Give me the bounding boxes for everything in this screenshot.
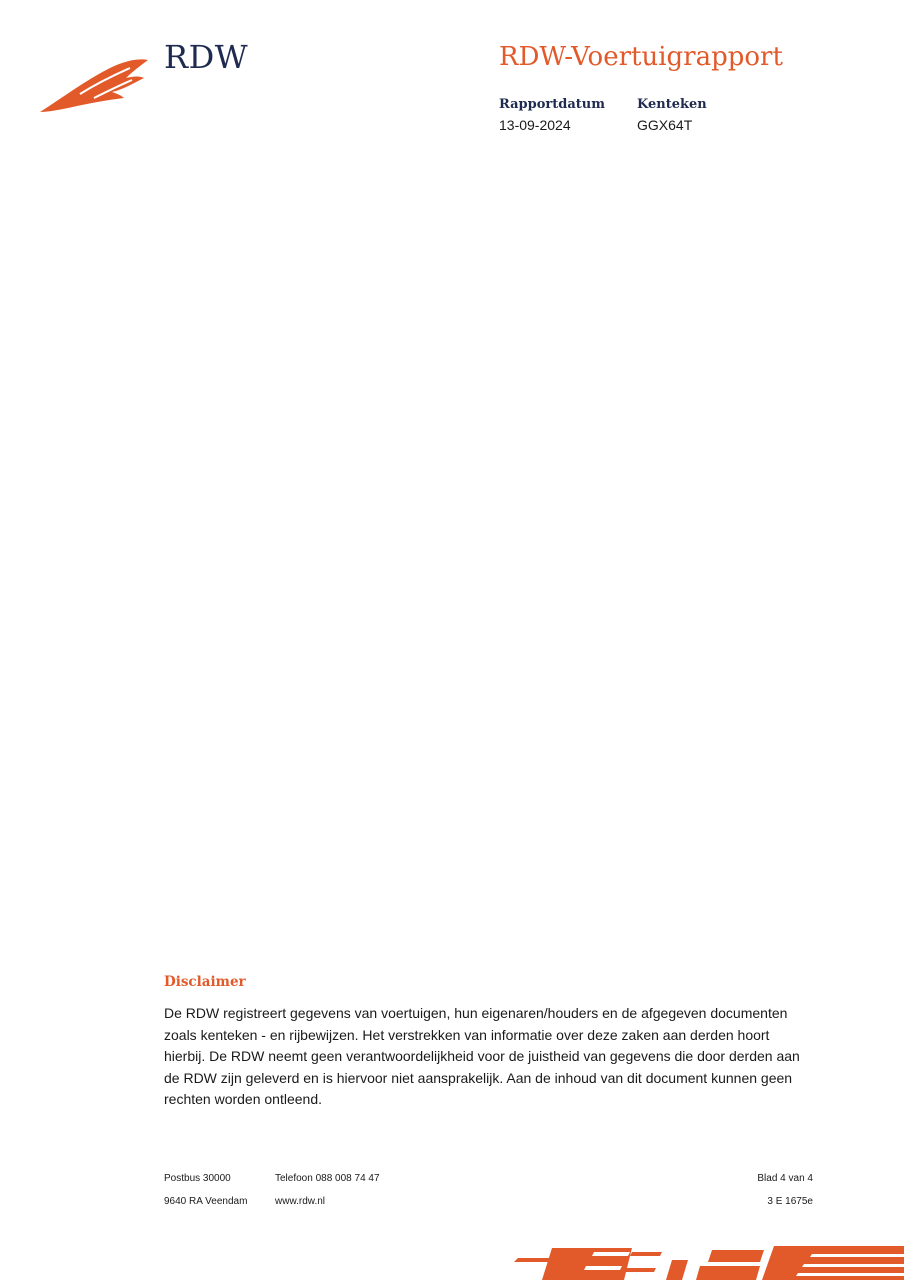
rdw-logo-mark [40, 54, 148, 116]
footer-city: 9640 RA Veendam [164, 1196, 248, 1207]
disclaimer-text: De RDW registreert gegevens van voertuigen, hun eigenaren/houders en de afgegeven documenten zoals kenteken - en rijbewijzen. Het verstrekken van informatie over deze zaken aan derden hoort hierbij. De RDW neemt geen verantwoordelijkheid voor de juistheid van gegevens die door derden aan de RDW zijn geleverd en is hiervoor niet aansprakelijk. Aan de inhoud van dit document kunnen geen rechten worden ontleend. [164, 1005, 800, 1108]
report-date-value: 13-09-2024 [499, 117, 571, 133]
footer-document-code: 3 E 1675e [767, 1196, 813, 1207]
footer-website: www.rdw.nl [275, 1196, 326, 1207]
license-plate-block [637, 97, 707, 133]
footer-phone: Telefoon 088 008 74 47 [275, 1173, 380, 1184]
footer-page-number: Blad 4 van 4 [757, 1173, 813, 1184]
disclaimer-title: Disclaimer [164, 974, 246, 990]
report-date-label: Rapportdatum [499, 97, 605, 112]
footer-stripes-graphic [512, 1240, 904, 1280]
license-plate-label: Kenteken [637, 97, 707, 112]
rdw-logo-text: RDW [164, 38, 249, 76]
report-title: RDW-Voertuigrapport [499, 42, 783, 72]
footer-postbus: Postbus 30000 [164, 1173, 231, 1184]
report-date-block [499, 97, 605, 133]
license-plate-value: GGX64T [637, 117, 693, 133]
